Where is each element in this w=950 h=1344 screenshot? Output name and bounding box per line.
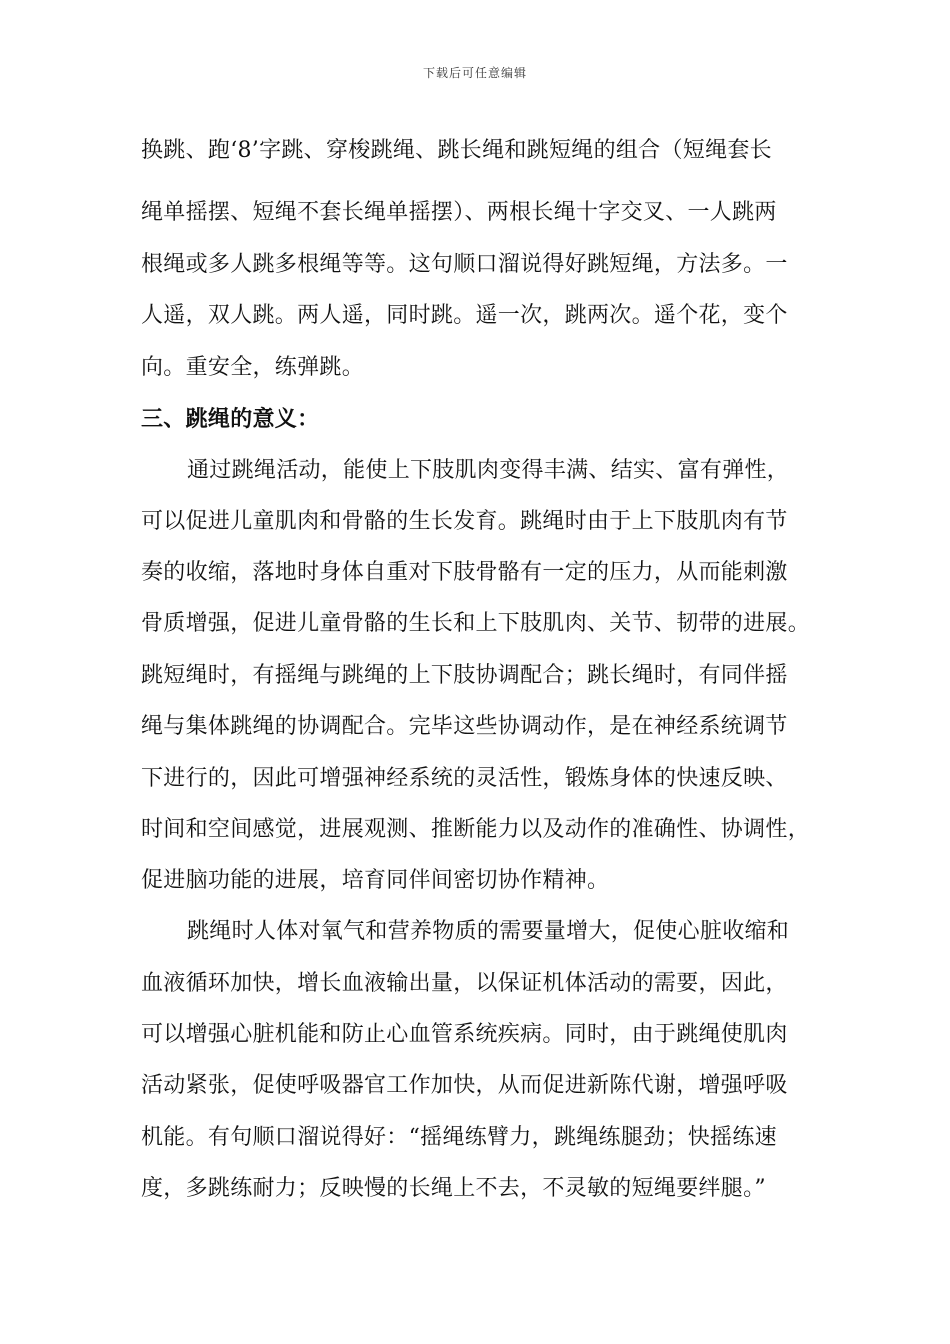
paragraph-line: 骨质增强，促进儿童骨骼的生长和上下肢肌肉、关节、韧带的进展。 [141, 611, 811, 636]
paragraph-line: 人遥，双人跳。两人遥，同时跳。遥一次，跳两次。遥个花，变个 [141, 303, 788, 328]
paragraph-line: 促进脑功能的进展，培育同伴间密切协作精神。 [141, 868, 610, 893]
paragraph-line: 换跳、跑‘8’字跳、穿梭跳绳、跳长绳和跳短绳的组合（短绳套长 [141, 138, 772, 163]
paragraph-line: 度，多跳练耐力；反映慢的长绳上不去，不灵敏的短绳要绊腿。” [141, 1176, 766, 1201]
paragraph-line: 可以促进儿童肌肉和骨骼的生长发育。跳绳时由于上下肢肌肉有节 [141, 509, 788, 534]
paragraph-line: 机能。有句顺口溜说得好：“摇绳练臂力，跳绳练腿劲；快摇练速 [141, 1125, 777, 1150]
paragraph-line: 跳绳时人体对氧气和营养物质的需要量增大，促使心脏收缩和 [187, 919, 790, 944]
section-heading: 三、跳绳的意义： [141, 406, 320, 432]
paragraph-line: 向。重安全，练弹跳。 [141, 355, 365, 380]
paragraph-line: 奏的收缩，落地时身体自重对下肢骨骼有一定的压力，从而能刺激 [141, 560, 788, 585]
paragraph-line: 跳短绳时，有摇绳与跳绳的上下肢协调配合；跳长绳时，有同伴摇 [141, 663, 788, 688]
paragraph-line: 活动紧张，促使呼吸器官工作加快，从而促进新陈代谢，增强呼吸 [141, 1073, 788, 1098]
paragraph-line: 血液循环加快，增长血液输出量，以保证机体活动的需要，因此， [141, 971, 788, 996]
paragraph-line: 可以增强心脏机能和防止心血管系统疾病。同时，由于跳绳使肌肉 [141, 1022, 788, 1047]
paragraph-line: 绳单摇摆、短绳不套长绳单摇摆）、两根长绳十字交叉、一人跳两 [141, 200, 777, 225]
page-header: 下载后可任意编辑 [422, 66, 527, 80]
paragraph-line: 通过跳绳活动，能使上下肢肌肉变得丰满、结实、富有弹性， [187, 458, 790, 483]
paragraph-line: 根绳或多人跳多根绳等等。这句顺口溜说得好跳短绳，方法多。一 [141, 252, 788, 277]
paragraph-line: 下进行的，因此可增强神经系统的灵活性，锻炼身体的快速反映、 [141, 766, 788, 791]
paragraph-line: 绳与集体跳绳的协调配合。完毕这些协调动作，是在神经系统调节 [141, 714, 788, 739]
paragraph-line: 时间和空间感觉，进展观测、推断能力以及动作的准确性、协调性， [141, 817, 811, 842]
